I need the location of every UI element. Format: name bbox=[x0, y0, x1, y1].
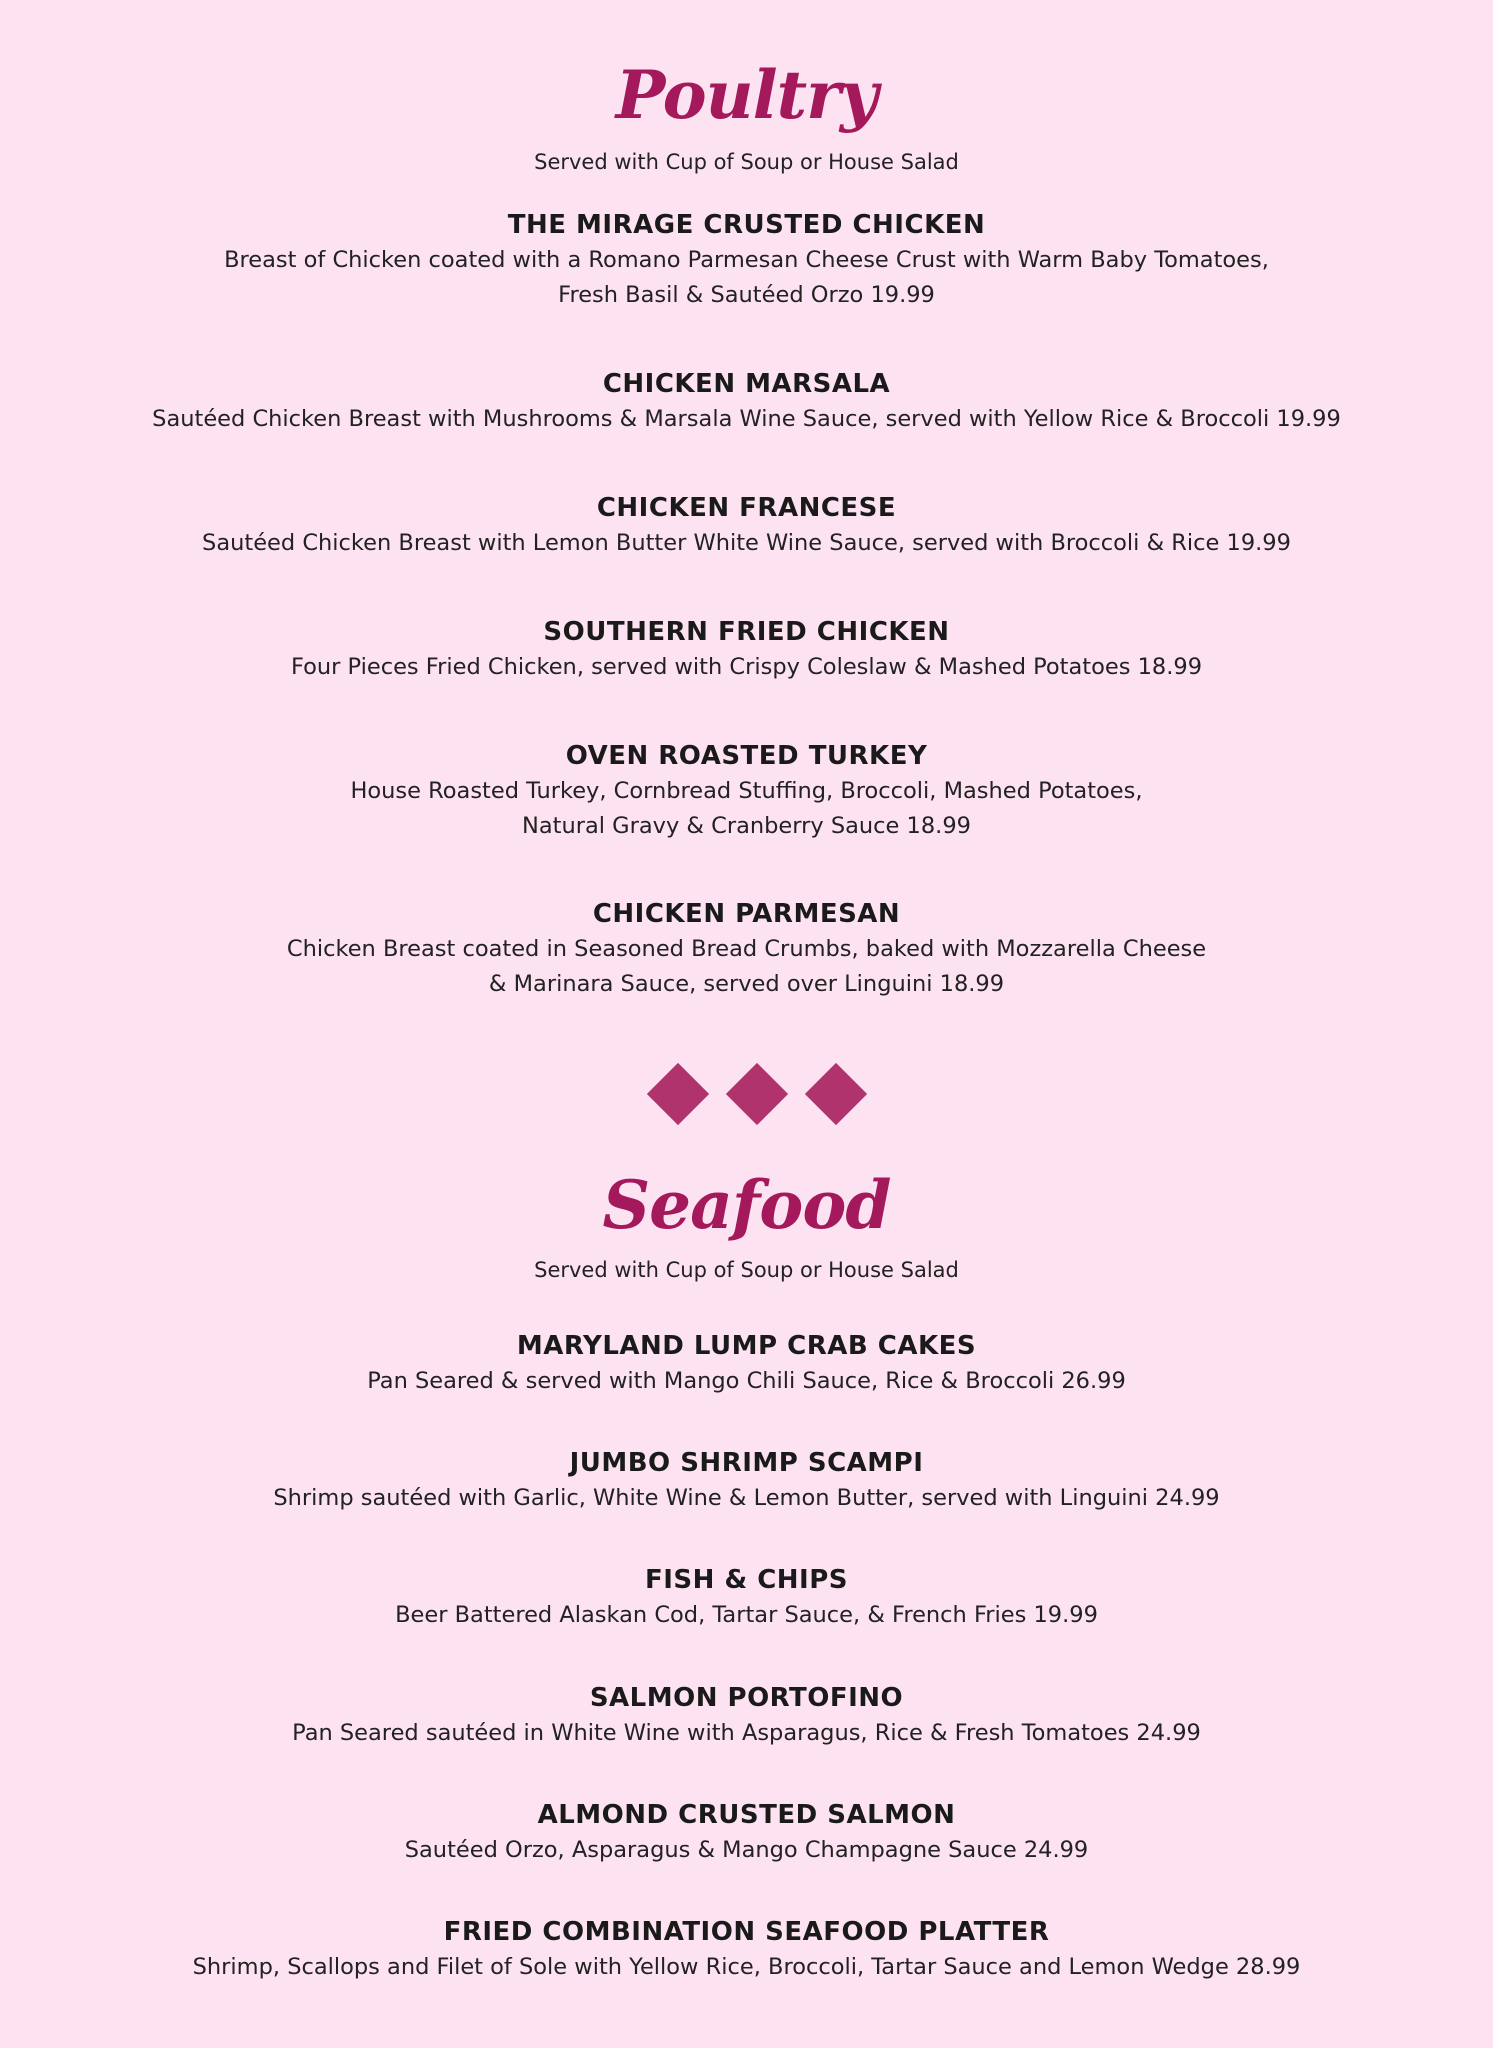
item-description: Shrimp sautéed with Garlic, White Wine & Lemon Butter, served with Linguini 24.99 bbox=[273, 1485, 1220, 1511]
menu-item bbox=[0, 1445, 1493, 1516]
item-description: Breast of Chicken coated with a Romano Parmesan Cheese Crust with Warm Baby Tomatoes, Fresh Basil & Sautéed Orzo 19.99 bbox=[224, 247, 1269, 308]
poultry-title: Poultry bbox=[615, 56, 878, 134]
item-description: Chicken Breast coated in Seasoned Bread Crumbs, baked with Mozzarella Cheese & Marinara Sauce, served over Linguini 18.99 bbox=[286, 936, 1207, 997]
seafood-title: Seafood bbox=[602, 1166, 891, 1244]
item-name: MARYLAND LUMP CRAB CAKES bbox=[516, 1331, 977, 1361]
poultry-subtitle: Served with Cup of Soup or House Salad bbox=[534, 150, 959, 174]
item-name: SALMON PORTOFINO bbox=[589, 1683, 904, 1713]
item-name: CHICKEN FRANCESE bbox=[596, 493, 897, 523]
item-description: Pan Seared & served with Mango Chili Sauce, Rice & Broccoli 26.99 bbox=[367, 1368, 1126, 1394]
menu-item bbox=[0, 1328, 1493, 1399]
item-description: Sautéed Orzo, Asparagus & Mango Champagne Sauce 24.99 bbox=[404, 1837, 1089, 1863]
menu-item bbox=[0, 738, 1493, 844]
item-name: CHICKEN MARSALA bbox=[602, 369, 891, 399]
item-name: SOUTHERN FRIED CHICKEN bbox=[543, 617, 950, 647]
item-name: THE MIRAGE CRUSTED CHICKEN bbox=[507, 210, 986, 240]
menu-item bbox=[0, 896, 1493, 1002]
menu-item bbox=[0, 1914, 1493, 1985]
item-name: ALMOND CRUSTED SALMON bbox=[537, 1800, 956, 1830]
item-description: Beer Battered Alaskan Cod, Tartar Sauce, & French Fries 19.99 bbox=[395, 1602, 1098, 1628]
item-name: FRIED COMBINATION SEAFOOD PLATTER bbox=[443, 1917, 1050, 1947]
item-name: OVEN ROASTED TURKEY bbox=[565, 741, 928, 771]
section-divider bbox=[0, 1062, 1493, 1126]
menu-item bbox=[0, 490, 1493, 561]
menu-item bbox=[0, 1680, 1493, 1751]
menu-item bbox=[0, 614, 1493, 685]
item-description: Sautéed Chicken Breast with Lemon Butter White Wine Sauce, served with Broccoli & Rice 19.99 bbox=[202, 530, 1291, 556]
menu-item bbox=[0, 207, 1493, 313]
item-description: Shrimp, Scallops and Filet of Sole with Yellow Rice, Broccoli, Tartar Sauce and Lemon Wedge 28.99 bbox=[192, 1954, 1301, 1980]
diamond-icon bbox=[805, 1063, 867, 1125]
menu-item bbox=[0, 1797, 1493, 1868]
item-description: Sautéed Chicken Breast with Mushrooms & Marsala Wine Sauce, served with Yellow Rice & Broccoli 19.99 bbox=[152, 406, 1341, 432]
diamond-icon bbox=[726, 1063, 788, 1125]
item-description: Four Pieces Fried Chicken, served with Crispy Coleslaw & Mashed Potatoes 18.99 bbox=[290, 654, 1203, 680]
item-name: JUMBO SHRIMP SCAMPI bbox=[569, 1448, 924, 1478]
item-description: House Roasted Turkey, Cornbread Stuffing, Broccoli, Mashed Potatoes, Natural Gravy & Cranberry Sauce 18.99 bbox=[350, 778, 1143, 839]
diamond-icon bbox=[647, 1063, 709, 1125]
item-name: CHICKEN PARMESAN bbox=[592, 899, 901, 929]
item-description: Pan Seared sautéed in White Wine with Asparagus, Rice & Fresh Tomatoes 24.99 bbox=[292, 1720, 1201, 1746]
menu-item bbox=[0, 1562, 1493, 1633]
item-name: FISH & CHIPS bbox=[645, 1565, 848, 1595]
seafood-subtitle: Served with Cup of Soup or House Salad bbox=[534, 1258, 959, 1282]
menu-item bbox=[0, 366, 1493, 437]
